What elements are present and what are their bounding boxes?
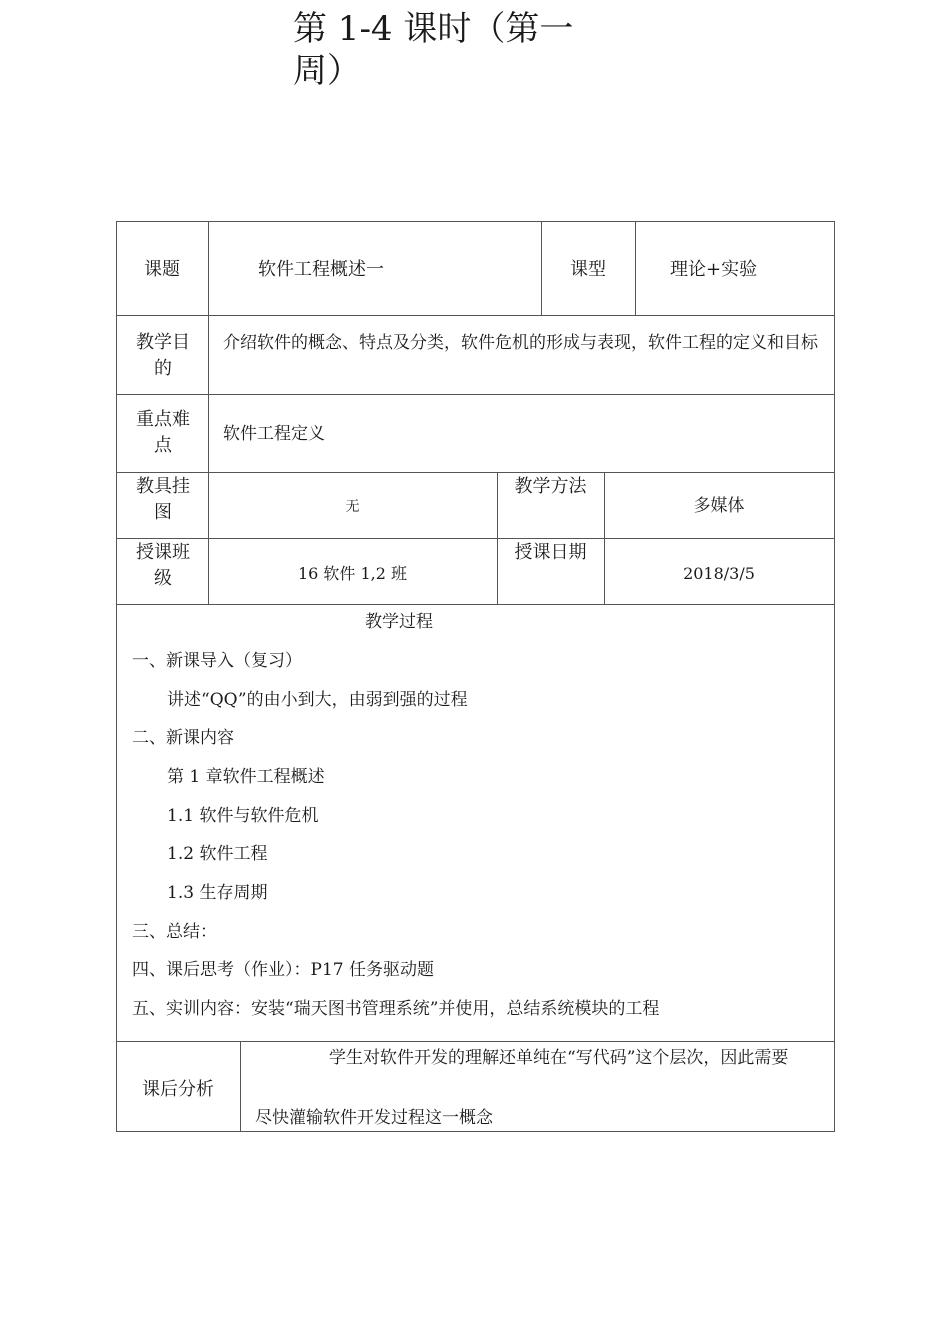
row-divider — [116, 1041, 835, 1042]
process-line: 一、新课导入（复习） — [132, 651, 302, 671]
process-heading: 教学过程 — [365, 612, 433, 632]
row-divider — [116, 538, 835, 539]
lesson-type-label: 课型 — [570, 259, 606, 280]
table-border-bottom — [116, 1131, 835, 1132]
key-points-label: 重点难点 — [136, 409, 190, 456]
analysis-label: 课后分析 — [142, 1079, 214, 1100]
process-line: 五、实训内容：安装“瑞天图书管理系统”并使用，总结系统模块的工程 — [132, 999, 660, 1019]
column-divider — [240, 1041, 241, 1131]
process-line: 三、总结： — [132, 922, 217, 942]
row-divider — [116, 604, 835, 605]
teaching-aids-label: 教具挂图 — [136, 476, 190, 523]
teaching-aids-value: 无 — [345, 499, 360, 515]
table-border-left — [116, 221, 117, 1132]
analysis-line-2: 尽快灌输软件开发过程这一概念 — [255, 1108, 493, 1128]
key-points-value: 软件工程定义 — [223, 424, 325, 444]
goal-value: 介绍软件的概念、特点及分类，软件危机的形成与表现，软件工程的定义和目标 — [223, 333, 818, 353]
row-divider — [116, 315, 835, 316]
class-label: 授课班级 — [136, 542, 190, 589]
analysis-line-1: 学生对软件开发的理解还单纯在“写代码”这个层次，因此需要 — [329, 1048, 789, 1068]
process-line: 二、新课内容 — [132, 728, 234, 748]
topic-label: 课题 — [144, 259, 180, 280]
goal-label: 教学目的 — [136, 332, 190, 379]
table-border-top — [116, 221, 835, 222]
date-value: 2018/3/5 — [683, 564, 755, 583]
process-line: 四、课后思考（作业）：P17 任务驱动题 — [132, 960, 434, 980]
process-line: 1.2 软件工程 — [167, 844, 268, 864]
process-line: 第 1 章软件工程概述 — [167, 767, 325, 787]
column-divider — [635, 221, 636, 315]
column-divider — [208, 221, 209, 604]
date-label: 授课日期 — [514, 542, 587, 563]
row-divider — [116, 394, 835, 395]
teaching-method-label: 教学方法 — [514, 476, 587, 497]
process-line: 1.3 生存周期 — [167, 883, 268, 903]
lesson-table — [116, 221, 835, 1132]
process-line: 讲述“QQ”的由小到大，由弱到强的过程 — [167, 690, 468, 710]
lesson-type-value: 理论+实验 — [670, 259, 758, 280]
class-value: 16 软件 1,2 班 — [297, 564, 408, 583]
row-divider — [116, 472, 835, 473]
topic-value: 软件工程概述一 — [258, 259, 384, 280]
page-title: 第 1-4 课时（第一周） — [293, 9, 574, 91]
teaching-method-value: 多媒体 — [693, 496, 745, 516]
table-border-right — [834, 221, 835, 1132]
process-line: 1.1 软件与软件危机 — [167, 806, 319, 826]
